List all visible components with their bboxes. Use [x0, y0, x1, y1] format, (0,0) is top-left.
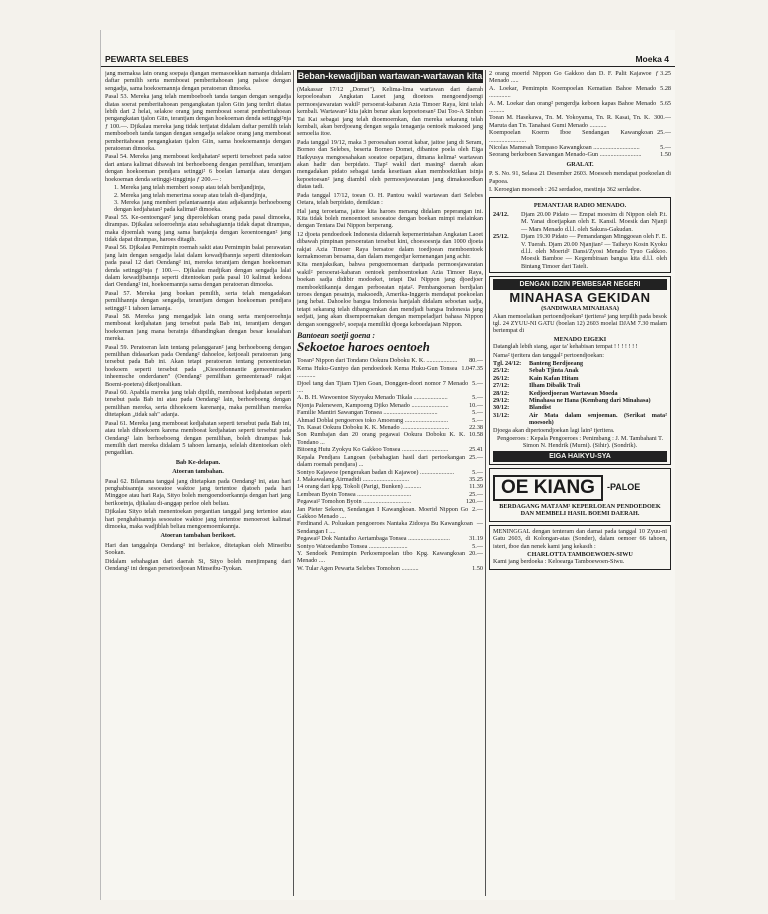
donor-name: Sontyo Kajawoe (pengerakan badan di Kajawoe) ......................	[297, 468, 455, 476]
donation-amount: 1.50	[660, 151, 671, 159]
show-row	[493, 412, 667, 427]
donation-amount: 5.—	[472, 468, 483, 476]
donation-row	[297, 417, 483, 424]
donor-name: W. Tular Agen Pewarta Selebes Tomohon ...........	[297, 564, 419, 572]
donation-row	[297, 357, 483, 364]
eiga-band: EIGA HAIKYU-SYA	[493, 451, 667, 462]
shop-text: BERDAGANG MATJAM² KEPERLOEAN PENDOEDOEK DAN MEMBELI HASIL BOEMI DAERAH.	[499, 502, 661, 518]
donation-amount: 1.047.35	[461, 364, 483, 372]
shop-name: OE KIANG	[493, 475, 603, 501]
donor-name: Djoel tang dan Tjiam Tjien Goan, Donggen-doori nomor 7 Menado ....	[297, 379, 469, 395]
law-paragraph: Pasal 62. Bilamana tanggal jang ditetapkan pada Oendang² ini, atau hari penghabisannja sesoeatoe waktoe jang tertentoe djatoeh pada hari Minggoe atau hari Raja, Sityo boleh mengoendoerkannja dengan hari jang berikoetnja, djikalau di-anggap perloe oleh beliau.	[105, 477, 291, 507]
donor-name: Sontyo Watoedambo Tonsea .........................	[297, 542, 408, 550]
donation-row	[489, 114, 671, 129]
law-paragraph: Pasal 60. Apabila mereka jang telah dipilih, memboeat kedjahatan seperti tersebut pada Bab ini atau pada Oendang² lain, berhoeboeng dengan pemilihan mereka, serta dihoekoem karenanja, maka pemilihan mereka ditetapkan „tidak sah" adanja.	[105, 389, 291, 419]
gralat-title: GRALAT.	[566, 160, 594, 168]
donor-name: Seorang berkeboen Sawangan Menado-Gun ...........................	[489, 151, 642, 159]
law-paragraph: Didalam sebahagian dari daerah Si, Sityo boleh menjimpang dari Oendang² ini dengan persetoedjoean Minseibu-Tyokan.	[105, 557, 291, 572]
donor-name: Y. Sendoek Pemimpin Perkoempoelan tibo Kpg. Kawangkoan Menado ....	[297, 549, 466, 565]
donation-row	[297, 535, 483, 542]
donation-row	[297, 424, 483, 431]
law-paragraph: Pasal 54. Mereka jang memboeat kedjahatan² seperti terseboet pada satoe dari antara kalimat dibawah ini berhoeboeng dengan pemilihan, terantjam dengan hoekoeman pendjara setinggi² 6 boelan lamanja atau dengan hoekoeman denda setinggi-tingginja ƒ 200.— :	[105, 153, 291, 183]
show-title: Minahasa ne Hana (Kembang dari Minahasa)	[529, 397, 651, 405]
column-rule	[293, 70, 294, 896]
donation-row	[489, 70, 671, 85]
donation-amount: 5.—	[472, 542, 483, 550]
donation-amount: 2.—	[472, 505, 483, 513]
article-paragraph: Pada tanggal 19/12, maka 3 peroesahan soerat kabar, jaitoe jang di Seram, Borneo dan Selebes, beserta Borneo Domei, dibantoe poela oleh Eiga Haikyusya mengoesahakan soeatoe oepatjara, dimana kelima² wartawan akan hadir dan berpidato. Tiap² wakil dari masing² daerah akan mengadakan pidato sebagai tanda kesetiaan akan memboektikan isinja kepoetoesan² jang diambil oleh permoesjawaratan jang dimaksoedkan diatas tadi.	[297, 138, 483, 191]
donor-name: Tn. Kasat Ookura Doboku K. K. Menado ...............................	[297, 424, 450, 432]
donation-row	[489, 85, 671, 100]
radio-entry	[493, 211, 667, 233]
donation-title: Sekoetoe haroes oentoeh	[297, 339, 430, 355]
donor-name: 2 orang moerid Nippon Go Gakkoo dan D. F. Palit Kajawoe Menado .....	[489, 70, 652, 85]
donor-name: A. M. Loekar dan orang² pengerdja keboen kapas Bahoe Menado ..........	[489, 99, 657, 115]
obituary-text: MENINGGAL dengan tenteram dan damai pada tanggal 10 Zyuu-ni Gatu 2603, di Kolongan-atas (Sonder), dalam oemoer 66 tahoen, isteri, iboe dan nenek kami jang kekasih :	[493, 527, 667, 550]
column-article	[297, 70, 483, 896]
donation-row	[489, 100, 671, 115]
law-paragraph: jang memaksa lain orang soepaja djangan memasoekkan namanja didalam daftar pemilih serta memboeat pemberitahoean jang palsoe dengan sengadja, sama hoekoemannja dengan peratoeran dimoeka.	[105, 70, 291, 92]
article-paragraph: Hal jang teroetama, jaitoe kita haroes menang didalam peperangan ini. Kita tidak boleh menoentoet sesoeatoe dengan boekan mimpi melainkan dengan Tentara Dai Nippon berperang.	[297, 207, 483, 230]
donation-list	[297, 357, 483, 572]
law-paragraph: Pasal 53. Mereka jang telah memboeboeh tanda tangan dengan sengadja diatas soerat pemberitahoean pengangkatan tjalon Giin jang terdiri diatas lebih dari 2 helai, selakoe orang jang memboeat soerat pemberitahoean pengangkatan tjalon Giin, terantjam dengan hoekoeman denda setinggi²nja ƒ 100.—. Djikalau mereka jang tidak tertjatat didalam daftar pemilih telah memboeboeh tanda tangan dengan sengadja selakoe orang jang memboeat pemberitahoean pengangkatan tjalon Giin, sama hoekoemannja dengan peratoeran dimoeka.	[105, 93, 291, 153]
donation-amount: 22.38	[469, 424, 483, 432]
article-title: Beban-kewadjiban wartawan-wartawan kita	[297, 71, 483, 81]
show-row	[493, 367, 667, 374]
donor-name: Kema Huku-Guntyo dan pendoedoek Kema Huku-Gun Tonsea ............	[297, 364, 458, 380]
donation-row	[297, 476, 483, 483]
donation-row	[297, 454, 483, 469]
donation-amount: 80.—	[469, 357, 483, 365]
law-paragraph: Pasal 59. Peratoeran lain tentang pelanggaran² jang berhoeboeng dengan pemilihan didasarkan pada Oendang² dahoeloe, ketjoeali peratoeran jang tersebut pada Bab ini. Akan tetapi peratoeran tentang penoentoetan hoekoem seperti tersebut pada „Kiesordonnantie gemeenteraden inheemsche onderdanen" (Oendang² pemilihan gemeenteraad² rakjat Boemi-poetera) diketjoealikan.	[105, 343, 291, 388]
donation-amount: ƒ 3.25	[655, 70, 671, 77]
law-paragraph: Pasal 61. Mereka jang memboeat kedjahatan seperti tersebut pada Bab ini, atau telah dihoekoem karena memboeat kedjahatan seperti tersebut pada Oendang² lain berhoeboeng dengan pemilihan, boleh dirampas hak memilih dari mereka didalam 5 tahoen lamanja, selelah ditentoekan oleh pengadilan.	[105, 419, 291, 457]
article-paragraph: (Makassar 17/12 „Domei"). Kelima-lima wartawan dari daerah kepoeloeaban Angkatan Laoet jang dioetoes mengoendjoengi permoesjawaratan wakil² persoerat-kabaran Azia Timoer Raya, kini telah kembali. Wartawan² kita jakin benar akan kepoetoesan² Dai Too-A Sinbun Tai Kai sebagai jang telah dioemoemkan, dan mereka sekarang telah kembali, akan berdjoeang dengan segala tenaganja oentoek maksoed jang semoelia itoe.	[297, 86, 483, 138]
donor-name: Pegawai² Tomohon Byoin ...............................	[297, 498, 412, 506]
donor-name: Ferdinand A. Poluakan pengoeroes Nantaka Zidosya Bu Kawangkoan Sendangan I ....	[297, 520, 473, 535]
donation-row	[297, 543, 483, 550]
obituary-name: CHARLOTTA TAMBOEWOEN-SIWU	[527, 550, 633, 558]
show-date: 25/12:	[493, 367, 510, 375]
donation-amount: —	[476, 520, 483, 528]
donation-row	[297, 483, 483, 490]
law-list-item: 2. Mereka jang telah menerima soeap atau telah di-djandjinja,	[114, 191, 267, 199]
donation-amount: 1.50	[472, 564, 483, 572]
donor-name: A. Loekar, Pemimpin Koempoelan Kematian Bahoe Menado ..............	[489, 84, 657, 100]
show-list	[493, 360, 667, 427]
law-paragraph: Hari dan tanggalnja Oendang² ini berlakoe, ditetapkan oleh Minseibu Sookan.	[105, 541, 291, 557]
page-header	[101, 52, 675, 67]
newspaper-page	[100, 30, 675, 900]
donor-name: Koempoelan Koerm Iboe Sendangan Kawangkoan ........................	[489, 129, 654, 144]
show-date: 29/12:	[493, 397, 510, 405]
theater-text: Akan memoelaikan pertoendjoekan² tjeritera² jang terpilih pada besok tgl. 24 ZYUU-NI GATU (boelan 12) 2603 moelai DJAM 7.30 malam bertempat di	[493, 312, 667, 335]
section-title: Atoeran tambahan berikoet.	[160, 532, 236, 540]
law-paragraph: Pasal 56. Djikalau Pemimpin roemah sakit atau Pemimpin balai perawatan jang lain dengan sengadja lalai dalam kewadjibannja seperti ditentoekan pada pasal 12 dari Oendang² ini, mereka terantjam dengan hoekoeman denda setinggi²nja ƒ 100.—. Djikalau madjikan dengan sengadja lalai dalam kewadjibannja seperti ditentoekan pada pasal 10 kalimat kedoea dari Oendang² ini, hoekoemannja sama dengan peratoeran dimoeka.	[105, 244, 291, 289]
donation-row	[297, 409, 483, 416]
theater-note: Djoega akan dipertoendjoekan lagi lain² tjeritera.	[493, 426, 615, 434]
article-paragraph: Pada tanggal 17/12, toean O. H. Pantou wakil wartawan dari Selebes Oetara, telah berpidato, demikian :	[297, 191, 483, 207]
donation-amount: 25.—	[469, 453, 483, 461]
masthead: PEWARTA SELEBES	[105, 54, 189, 64]
donor-name: Kepala Pendjara Langoan (sebahagian hasil dari pertoekangan dalam roemah pendjara) ...	[297, 453, 466, 469]
theater-venue: MENADO EIGEKI	[553, 335, 607, 343]
donation-amount: 5.—	[472, 416, 483, 424]
donation-row	[297, 550, 483, 565]
donor-name: 14 orang dari kpg. Tokoli (Parigi, Bunken) ...........	[297, 483, 422, 491]
theater-invite: Datanglah lebih siang, agar ta' kehabisan tempat ! ! ! ! ! ! !	[493, 343, 638, 351]
donation-row	[297, 402, 483, 409]
obituary-footer: Kami jang berdoeka : Keloearga Tamboewoen-Siwu.	[493, 558, 625, 566]
donor-name: A. B. H. Wawoentoe Siyoyaku Menado Tikala ......................	[297, 394, 448, 402]
donation-row	[297, 446, 483, 453]
theater-ad	[489, 276, 671, 465]
donation-row	[297, 431, 483, 446]
donor-name: Jan Pieter Sekeon, Sendangan I Kawangkoan. Moerid Nippon Go Gakkoo Menado ....	[297, 505, 469, 520]
donor-name: Son Rumbajan dan 20 orang pegawai Ookura Doboku K. K. Tondano ...	[297, 431, 466, 446]
chapter-title: Bab Ke-delapan.	[175, 458, 221, 466]
donor-name: Nicolas Mamesah Tompaso Kawangkoan ..............................	[489, 144, 640, 152]
donor-name: Bitoeng Hutu Zyokyu Ko Gakkoo Tonsea ..............................	[297, 446, 449, 454]
gralat-item: I. Keroegian moesoeh : 262 serdadoe, mestinja 362 serdadoe.	[489, 186, 642, 194]
show-title: Banteng Berdjoeang	[529, 360, 584, 367]
donor-name: J. Makawalang Airmadidi ..............................	[297, 475, 410, 483]
theater-subtitle: (SANDIWARA MINAHASA)	[541, 305, 619, 313]
law-list	[105, 184, 291, 214]
show-title: Kedjoedjoeran Wartawan Moeda	[529, 389, 618, 397]
donation-amount: 5.—	[472, 394, 483, 402]
donation-amount: 5.28	[660, 84, 671, 92]
donation-amount: 5.65	[660, 99, 671, 107]
donation-amount: 20.—	[469, 549, 483, 557]
show-title: Sebab Tjinta Anak	[529, 367, 579, 375]
show-row	[493, 360, 667, 367]
show-title: Blandist	[529, 404, 552, 412]
shop-logo	[493, 475, 667, 501]
ad-permit-band: DENGAN IDZIN PEMBESAR NEGERI	[493, 279, 667, 290]
column-notices	[489, 70, 671, 896]
donation-amount: 11.39	[469, 483, 483, 491]
radio-date: 25/12.	[493, 233, 509, 241]
show-row	[493, 404, 667, 411]
donation-amount: 35.25	[469, 475, 483, 483]
donor-name: Njonja Palenewen, Kampoeng Djiko Menado ........................	[297, 401, 449, 409]
show-row	[493, 390, 667, 397]
donor-name: Familie Mantiri Sawangan Tonsea ...................................	[297, 409, 438, 417]
donation-row	[297, 520, 483, 535]
theater-list-intro: Nama² tjeritera dan tanggal² pertoendjoekan:	[493, 351, 604, 359]
donor-name: Pegawai² Dok Nantaiho Aertambaga Tonsea ...........................	[297, 535, 450, 543]
donation-amount: 5.—	[472, 379, 483, 387]
law-paragraph: Pasal 57. Mereka jang boekan pemilih, serta telah mengadakan pemilihannja dengan sengadja, terantjam dengan hoekoeman pendjara setinggi² 1 tahoen lamanja.	[105, 289, 291, 312]
chapter-subtitle: Atoeran tambahan.	[172, 468, 224, 476]
shop-location: -PALOE	[606, 482, 641, 493]
donation-amount: 10.—	[469, 401, 483, 409]
donation-amount: 25.—	[469, 490, 483, 498]
donor-name: Toean² Nippon dari Tondano Ookura Doboku K. K. ....................	[297, 357, 458, 365]
obituary-ad	[489, 525, 671, 570]
donation-amount: 10.58	[469, 431, 483, 439]
theater-credits: Pengoeroes : Kepala Pengoeroes : Penimbang : J. M. Tambahani T. Simon N. Hendrik (Murni). (Sihir). (Sondrik).	[496, 435, 664, 450]
radio-program: Djam 19.30 Pidato — Pemandangan Minggoean oleh F. E. V. Tuerah. Djam 20.00 Njanjian² — Taiheyo Kosin Kyoku d.l.l. oleh Moerid² Dansi/Zyosi Menado Tyuo Gakkoo. Moesik Bamboe — Kegembiraan bangsa kita d.l.l. oleh Bintang Timoer dari Tateli.	[521, 233, 667, 270]
donor-name: Toean M. Hasekawa, Tn. M. Yokoyama, Tn. R. Kasai, Tn. K. Maruta dan Tn. Tanahasi Gumi Menado ...........	[489, 114, 650, 129]
show-date: 31/12:	[493, 411, 510, 419]
donation-row	[297, 469, 483, 476]
law-list-item: 3. Mereka jang memberi pelantaraannja atau adjakannja berhoeboeng dengan kedjahatan² pada kalimat² dimoeka.	[114, 198, 291, 214]
show-row	[493, 397, 667, 404]
donation-row	[489, 129, 671, 144]
radio-box	[489, 197, 671, 274]
show-date: 27/12:	[493, 382, 510, 390]
shop-ad	[489, 468, 671, 522]
law-paragraph: Djikalau Sityo telah menentoekan pergantian tanggal jang tertentoe atau hari penghabisannja sesoeatoe waktoe jang tertentoe menoeroet kalimat dimoeka, maka wadjiblah beliau mengoemoemkannja.	[105, 508, 291, 530]
donation-row	[297, 380, 483, 395]
show-title: Kain Kafan Hitam	[529, 374, 579, 382]
article-paragraph: 12 djoeta pendoedoek Indonesia didaerah kepemerintahan Angkatan Laoet dibawah pimpinan persoeratan tersebut kini, choesoesnja dan 1000 djoeta rakjat Azia Timoer Raya bersatoe dalam toedjoean memboentoek kemakmoeran bersama, dan dalam mengedjar kemenangan jang achir.	[297, 230, 483, 260]
donation-row	[297, 365, 483, 380]
donation-row	[297, 394, 483, 401]
donor-name: Lembean Byoin Tonsea ...................................	[297, 490, 412, 498]
radio-program: Djam 20.00 Pidato — Empat moesim di Nippon oleh P.t. M. Yanai dioetjapkan oleh E. Kansil. Moesik dan Njanji — Mars Menado d.l.l. oleh Sakura-Gakudan.	[521, 210, 667, 233]
donation-amount: 25.—	[657, 129, 671, 137]
donation-list-continued	[489, 70, 671, 159]
donation-amount: 5.—	[660, 144, 671, 152]
column-law-text	[105, 70, 291, 896]
show-title: Air Mata dalam senjoeman. (Serikat mata² moesoeh)	[529, 411, 667, 427]
gralat-text: P. S. No. 91, Selasa 21 Desember 2603. Moesoeh mendapat poekoelan di Papoea.	[489, 170, 671, 185]
show-date: 26/12:	[493, 374, 510, 382]
donation-heading: Bantoean soetji goena :	[297, 331, 376, 340]
radio-title: PEMANTJAR RADIO MENADO.	[533, 201, 627, 209]
radio-entry	[493, 233, 667, 270]
donation-row	[297, 506, 483, 521]
law-paragraph: Pasal 58. Mereka jang mengadjak lain orang serta menjoeroehnja memboeat kedjahatan jang tersebut pada Bab ini, terantjam dengan hoekoeman jang mana beratnja dibandingkan dengan besar kesalahan mereka.	[105, 313, 291, 343]
donation-amount: 25.41	[469, 446, 483, 454]
show-title: Ilham Dibalik Trali	[529, 382, 581, 390]
article-paragraph: Kita menjaksikan, bahwa pengoemoeman daripada permoesjawaratan wakil² persoerat-kabaran oentoek pemboentoekan Azia Timoer Raya, boekan sadja didibir modoeket, tetapi Dai Nippon jang djoedjoer memboektikannja dengan perboeatan njata². Pembangoenan berdjalan teroes dengan pesatnja, maksoedh, Amerika-Inggeris mendapat poekoelan jang hebat. Dahoeloe bangsa Indonesia hanjalah didalam seboetan sadja, tetapi sekarang telah dibangoenkan dan mendjadi bangsa Indonesia jang sedjati, jang akan disempoernakan dengan mempeladjari bahasa Nippon dengan soenggoeh², soepaja memiliki djoega keboedajaan Nippon.	[297, 261, 483, 328]
donation-amount: 5.—	[472, 409, 483, 417]
donation-row	[297, 491, 483, 498]
law-list-item: 1. Mereka jang telah memberi soeap atau telah berdjandjinja,	[114, 184, 266, 192]
donation-row	[297, 498, 483, 505]
donation-row	[297, 565, 483, 572]
donor-name: Ahmad Doblai pengoeroes toko Amoerang ............................	[297, 416, 449, 424]
show-row	[493, 382, 667, 389]
donation-row	[489, 144, 671, 151]
donation-row	[489, 151, 671, 158]
page-number: Moeka 4	[635, 54, 669, 64]
donation-amount: 120.—	[465, 498, 483, 506]
radio-date: 24/12.	[493, 210, 509, 218]
show-date: 30/12:	[493, 404, 510, 412]
donation-amount: 300.—	[653, 114, 671, 122]
show-date: 28/12:	[493, 389, 510, 397]
donation-amount: 31.19	[469, 535, 483, 543]
show-row	[493, 375, 667, 382]
show-date: Tgl. 24/12:	[493, 360, 522, 367]
column-rule	[485, 70, 486, 896]
theater-name: MINAHASA GEKIDAN	[509, 290, 651, 306]
law-paragraph: Pasal 55. Ke-oentoengan² jang diperolehkan orang pada pasal dimoeka, dirampas. Djikalau seloeroehnja atau sebahagiannja tidak dapat dirampas, maka djoemlah wang jang sama banjaknja dengan keoentoengan² jang tidak dapat dirampas, haroes ditagih.	[105, 213, 291, 243]
